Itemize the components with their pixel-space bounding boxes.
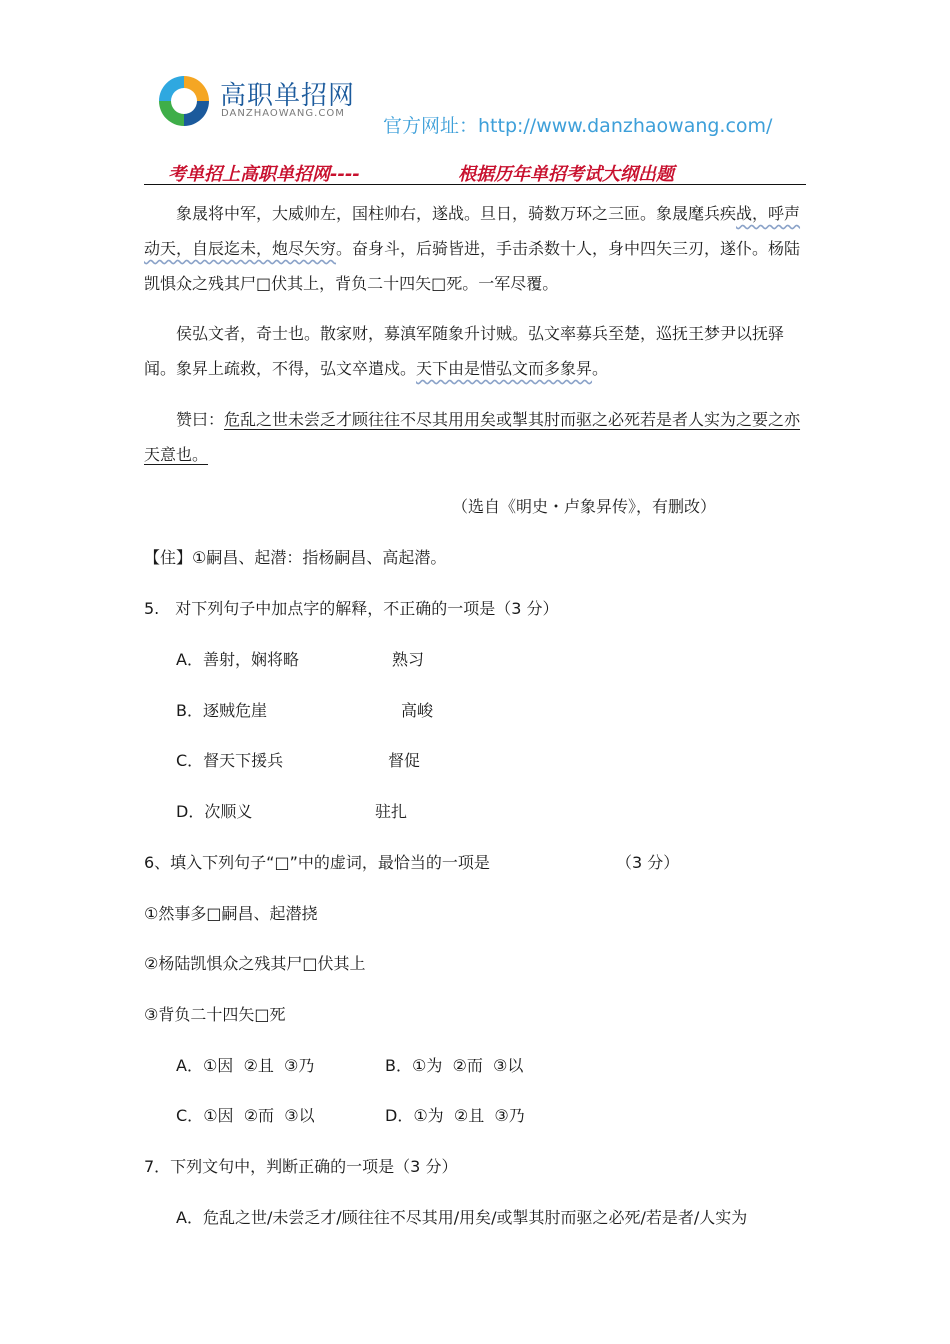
q6-sentence-1: ①然事多□嗣昌、起潜挠	[144, 904, 318, 923]
q6-option-a: A．①因 ②且 ③乃	[176, 1056, 315, 1075]
passage-paragraph-1: 象晟将中军，大威帅左，国柱帅右，遂战。旦日，骑数万环之三匝。象晟麾兵疾战，呼声动天，自辰迄未，炮尽矢穷。奋身斗，后骑皆进，手击杀数十人，身中四矢三刃，遂仆。杨陆凯惧众之残其尸□伏其上，背负二十四矢□死。一军尽覆。	[144, 204, 801, 293]
q6-sentence-3: ③背负二十四矢□死	[144, 1005, 286, 1024]
q7-option-a: A．危乱之世/未尝乏才/顾往往不尽其用/用矣/或掣其肘而驱之必死/若是者/人实为	[176, 1208, 748, 1227]
passage-source: （选自《明史・卢象昇传》，有删改）	[452, 497, 717, 516]
banner-slogan-left: 考单招上高职单招网----	[168, 164, 360, 185]
banner-slogan-right: 根据历年单招考试大纲出题	[458, 164, 674, 185]
q5-option-d-label: D．次顺义	[176, 802, 253, 821]
q5-option-b-label: B．逐贼危崖	[176, 701, 267, 720]
q6-option-b: B．①为 ②而 ③以	[385, 1056, 524, 1075]
official-site-link[interactable]: 官方网址：http://www.danzhaowang.com/	[383, 115, 773, 137]
wavy-underlined-phrase: 天下由是惜弘文而多象昇	[416, 359, 593, 378]
wavy-underlined-phrase: 战，呼声动天，自辰迄未，炮尽矢穷	[144, 204, 801, 258]
q6-option-c: C．①因 ②而 ③以	[176, 1106, 315, 1125]
q6-sentence-2: ②杨陆凯惧众之残其尸□伏其上	[144, 954, 366, 973]
q6-option-d: D．①为 ②且 ③乃	[385, 1106, 525, 1125]
underlined-sentence: 危乱之世未尝乏才顾往往不尽其用用矣或掣其肘而驱之必死若是者人实为之要之亦天意也。	[144, 410, 801, 464]
brand-name: 高职单招网	[220, 81, 356, 111]
brand-domain: DANZHAOWANG.COM	[221, 108, 345, 119]
annotation-note: 【住】①嗣昌、起潜：指杨嗣昌、高起潜。	[144, 548, 447, 567]
question-5-title: 5. 对下列句子中加点字的解释，不正确的一项是（3 分）	[144, 599, 559, 618]
question-6-title: 6、填入下列句子“□”中的虚词，最恰当的一项是	[144, 853, 490, 872]
q5-option-b-meaning: 高峻	[401, 701, 434, 720]
question-7-title: 7．下列文句中，判断正确的一项是（3 分）	[144, 1157, 458, 1176]
header-divider	[144, 184, 806, 185]
q5-option-c-meaning: 督促	[388, 751, 421, 770]
q5-option-c-label: C．督天下援兵	[176, 751, 284, 770]
question-6-score: （3 分）	[616, 853, 680, 872]
site-logo-icon	[155, 72, 213, 130]
passage-paragraph-2: 侯弘文者，奇士也。散家财，募滇军随象升讨贼。弘文率募兵至楚，巡抚王梦尹以抚驿闻。象昇上疏救，不得，弘文卒遣戍。天下由是惜弘文而多象昇。	[144, 324, 785, 378]
q5-option-a-meaning: 熟习	[392, 650, 425, 669]
q5-option-a-label: A．善射，娴将略	[176, 650, 299, 669]
q5-option-d-meaning: 驻扎	[375, 802, 408, 821]
passage-paragraph-3: 赞曰：危乱之世未尝乏才顾往往不尽其用用矣或掣其肘而驱之必死若是者人实为之要之亦天意也。	[144, 410, 801, 464]
